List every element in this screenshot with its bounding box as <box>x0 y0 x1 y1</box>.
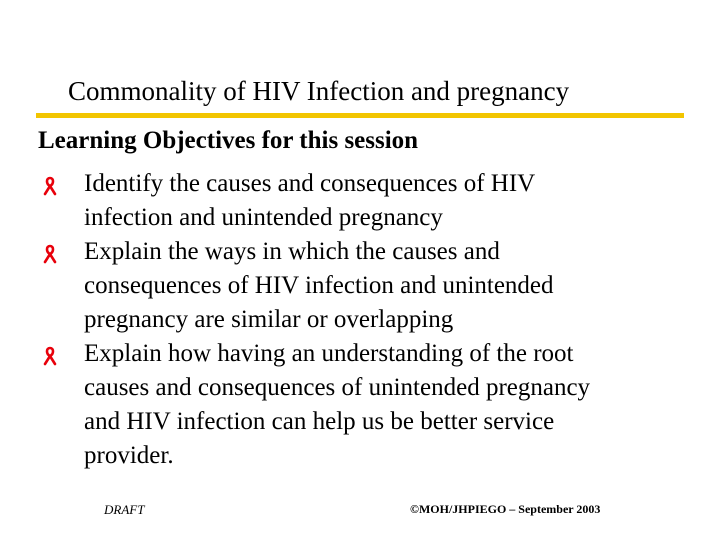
bullet-text-line: and HIV infection can help us be better service <box>84 408 555 435</box>
bullet-text-line: infection and unintended pregnancy <box>84 204 443 231</box>
title-divider <box>36 113 684 118</box>
bullet-list <box>40 167 700 473</box>
footer-copyright: ©MOH/JHPIEGO – September 2003 <box>410 502 601 516</box>
footer-draft-label: DRAFT <box>104 502 145 517</box>
bullet-text-line: Identify the causes and consequences of HIV <box>84 170 536 197</box>
ribbon-icon <box>42 346 58 366</box>
slide-title: Commonality of HIV Infection and pregnancy <box>68 76 570 106</box>
bullet-text-line: Explain how having an understanding of the root <box>84 340 574 367</box>
ribbon-icon <box>42 244 58 264</box>
bullet-text-line: Explain the ways in which the causes and <box>84 238 500 265</box>
bullet-text-line: causes and consequences of unintended pregnancy <box>84 374 591 401</box>
bullet-item <box>40 167 700 235</box>
bullet-text-line: consequences of HIV infection and unintended <box>84 272 554 299</box>
bullet-item <box>40 337 700 473</box>
bullet-item <box>40 235 700 337</box>
ribbon-icon <box>42 176 58 196</box>
slide-subtitle: Learning Objectives for this session <box>38 127 419 154</box>
bullet-text-line: provider. <box>84 442 174 469</box>
bullet-text-line: pregnancy are similar or overlapping <box>84 306 454 333</box>
